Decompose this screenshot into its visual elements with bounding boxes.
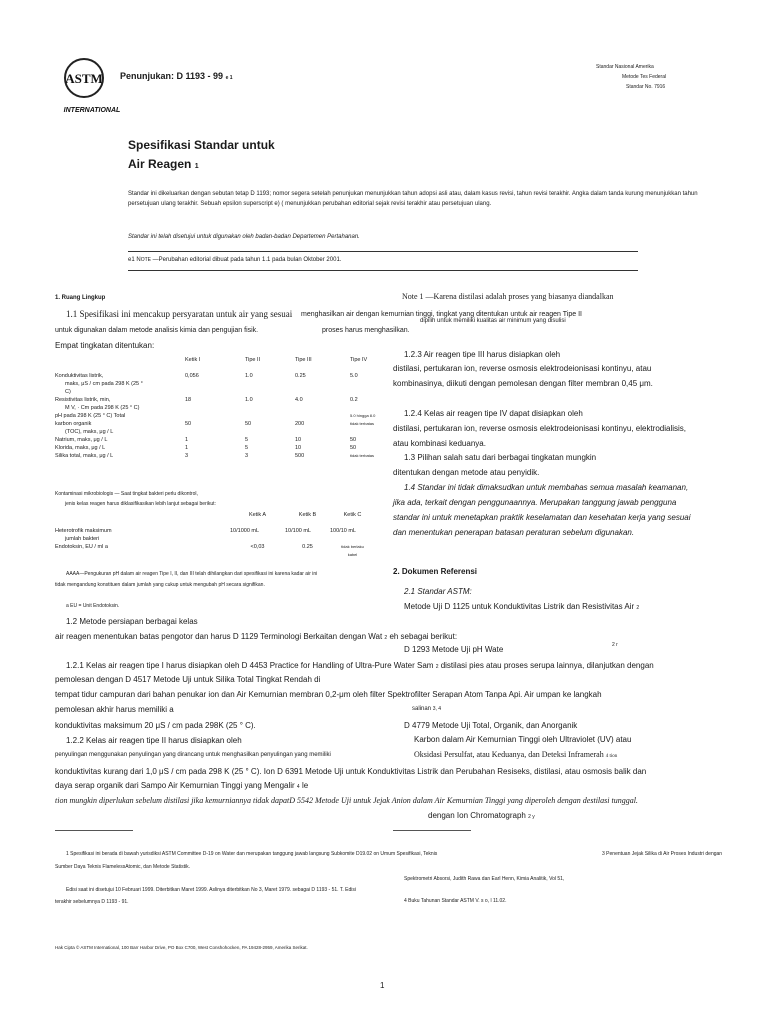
p13-b: ditentukan dengan metode atau penyidik. [393, 468, 540, 477]
micro-line: Kontaminasi mikrobiologis — Saat tingkat bakteri perlu dikontrol, [55, 491, 198, 497]
p122-d: tion mungkin diperlukan sebelum distilasi jika kemurniannya tidak dapatD 5542 Metode Uji untuk Jejak Anion dalam Air Kemurnian Tinggi yang diperoleh dengan destilasi tunggal. [55, 796, 638, 805]
p121-a: 1.2.1 Kelas air reagen tipe I harus disiapkan oleh D 4453 Practice for Handling of Ultra-Pure Water Sam 2 distilasi pies atau proses serupa lainnya, dilanjutkan dengan [66, 661, 654, 670]
ref-d4779-b: Karbon dalam Air Kemurnian Tinggi oleh Ultraviolet (UV) atau [414, 735, 632, 744]
p14-c: standar ini untuk menetapkan praktik keselamatan dan kesehatan kerja yang sesuai [393, 513, 691, 522]
p122-c: daya serap organik dari Sampo Air Kemurnian Tinggi yang Mengalir 4 le [55, 781, 309, 790]
copyright: Hak Cipta © ASTM International, 100 Barr Harbor Drive, PO Box C700, West Conshohocken, PA 19428-2959, Amerika Serikat. [55, 945, 308, 950]
p121-b: pemolesan dengan D 4517 Metode Uji untuk Silika Total Tingkat Rendah di [55, 675, 321, 684]
p14-d: dan menentukan penerapan batasan peraturan sebelum digunakan. [393, 528, 635, 537]
table-row: Endotoksin, EU / ml a <0,03 0.25 tidak berlaku [55, 544, 364, 550]
table-header-row: Ketik A Ketik B Ketik C [248, 512, 362, 518]
footnote-right-c: Spektrometri Absorsi, Judith Rawa dan Earl Henn, Kimia Analitik, Vol 51, [404, 876, 565, 882]
table-row: (TOC), maks, μg / L [65, 429, 114, 435]
p121-c: tempat tidur campuran dari bahan penukar ion dan Air Kemurnian membran 0,2-μm oleh filter Spektrofilter Serapan Atom Tanpa Api. Air umpan ke langkah [55, 690, 602, 699]
table-row: Silika total, maks, μg / L 3 3 500 tidak terbatas [55, 453, 375, 459]
s21-heading: 2.1 Standar ASTM: [404, 587, 472, 596]
table-row: Heterotrofik maksimum 10/1000 mL 10/100 mL 100/10 mL [55, 528, 356, 534]
logo-text: ASTM [65, 71, 103, 86]
footnote-right-d: 4 Buku Tahunan Standar ASTM V. s o, l 11.02. [404, 898, 507, 904]
title-line-2: Air Reagen 1 [128, 157, 199, 171]
dod-approval: Standar ini telah disetujui untuk digunakan oleh badan-badan Departemen Pertahanan. [128, 234, 360, 240]
p14-b: jika ada, terkait dengan penggunaannya. Merupakan tanggung jawab pengguna [393, 498, 677, 507]
footnote-right-b: 3 Penentuan Jejak Silika di Air Proses Industri dengan [602, 851, 723, 857]
salinan: salinan 3, 4 [412, 706, 442, 712]
p11-d: proses harus menghasilkan. [322, 327, 410, 334]
p124-b: atau kombinasi keduanya. [393, 439, 486, 448]
col-type-1: Ketik I [185, 357, 201, 363]
divider [128, 251, 638, 252]
header-right-3: Standar No. 7916 [626, 84, 666, 90]
p123-a: distilasi, pertukaran ion, reverse osmosis elektrodeionisasi kontinyu, atau [393, 364, 652, 373]
col-type-2: Tipe II [245, 357, 261, 363]
table-row: M V, · Cm pada 298 K (25 ° C) [65, 405, 140, 411]
p12-body: air reagen menentukan batas pengotor dan harus D 1129 Terminologi Berkaitan dengan Wat 2 eh sebagai berikut: [55, 632, 458, 641]
intro-paragraph: Standar ini dikeluarkan dengan sebutan tetap D 1193; nomor segera setelah penunjukan menunjukkan tahun adopsi asli atau, dalam kasus revisi, tahun revisi terakhir. Angka dalam tanda kurung menunjukkan tahun persetujuan ulang terakhir. Sebuah epsilon superscript e) ( menunjukkan perubahan editorial sejak revisi terakhir atau persetujuan ulang. [128, 191, 698, 207]
table-row: pH pada 298 K (25 ° C) Total 5.0 hingga 8.0 [55, 413, 376, 419]
spec-table [55, 357, 390, 461]
p11-c: untuk digunakan dalam metode analisis kimia dan pengujian fisik. [55, 327, 259, 334]
header-right-2: Metode Tes Federal [622, 74, 667, 80]
ref-d1293: D 1293 Metode Uji pH Wate [404, 645, 504, 654]
footnote-rule [393, 830, 471, 831]
p11-b: menghasilkan air dengan kemurnian tinggi, tingkat yang ditentukan untuk air reagen Tipe II [301, 311, 582, 318]
ph-note-a: AAAA—Pengukuran pH dalam air reagen Tipe I, II, dan III telah dihilangkan dari spesifikasi ini karena kadar air ini [66, 571, 318, 577]
footnote-rule [55, 830, 133, 831]
footnote-2-b: terakhir sebelumnya D 1193 - 91. [55, 899, 129, 905]
ref-d4779-c: Oksidasi Persulfat, atau Keduanya, dan Deteksi Inframerah 4 tion [414, 750, 618, 759]
astm-logo [62, 56, 126, 116]
table-row: maks, μS / cm pada 298 K (25 ° [65, 381, 143, 387]
p11-a: 1.1 Spesifikasi ini mencakup persyaratan untuk air yang sesuai [66, 309, 293, 319]
table-row: Natrium, maks, μg / L 1 5 10 50 [55, 437, 357, 443]
p14-a: 1.4 Standar ini tidak dimaksudkan untuk membahas semua masalah keamanan, [404, 483, 689, 492]
col-type-3: Tipe III [295, 357, 312, 363]
note-1: Note 1 —Karena distilasi adalah proses yang biasanya diandalkan [402, 292, 614, 301]
page-number: 1 [380, 981, 385, 990]
p121-e: konduktivitas maksimum 20 μS / cm pada 298K (25 ° C). [55, 721, 256, 730]
section-2-heading: 2. Dokumen Referensi [393, 567, 478, 576]
p123-head: 1.2.3 Air reagen tipe III harus disiapkan oleh [404, 350, 561, 359]
note-1-b: dipilih untuk memiliki kualitas air minimum yang disulisi [420, 318, 566, 324]
designation: Penunjukan: D 1193 - 99 e 1 [120, 71, 233, 81]
p124-head: 1.2.4 Kelas air reagen tipe IV dapat disiapkan oleh [404, 409, 583, 418]
ref-d1125: Metode Uji D 1125 untuk Konduktivitas Listrik dan Resistivitas Air 2 [404, 602, 640, 611]
table-row: C) [65, 389, 71, 395]
title-line-1: Spesifikasi Standar untuk [128, 138, 275, 152]
divider [128, 270, 638, 271]
p122-a: penyulingan menggunakan penyulingan yang dirancang untuk menghasilkan penyulingan yang memiliki [55, 752, 331, 758]
table-header-row [55, 357, 390, 365]
table-row: jumlah bakteri [65, 536, 100, 542]
logo-sub: INTERNATIONAL [63, 107, 121, 114]
four-grades: Empat tingkatan ditentukan: [55, 341, 155, 350]
p122-head: 1.2.2 Kelas air reagen tipe II harus disiapkan oleh [66, 736, 242, 745]
ph-note-b: tidak mengandung konstituen dalam jumlah yang cukup untuk mengubah pH secara signifikan. [55, 582, 265, 588]
footnote-1: 1 Spesifikasi ini berada di bawah yurisdiksi ASTM Committee D-19 on Water dan merupakan tanggung jawab langsung Subkomite D19.02 on Umum Spesifikasi, Teknis [66, 851, 438, 857]
table-row: Konduktivitas listrik, 0,056 1.0 0.25 5.0 [55, 373, 358, 379]
p12-head: 1.2 Metode persiapan berbagai kelas [66, 617, 198, 626]
eu-note: a EU = Unit Endotoksin. [66, 603, 120, 609]
header-right-1: Standar Nasional Amerika [596, 64, 654, 70]
table-row: Klorida, maks, μg / L 1 5 10 50 [55, 445, 357, 451]
col-type-4: Tipe IV [350, 357, 368, 363]
section-1-heading: 1. Ruang Lingkup [55, 295, 106, 301]
table-row: kabel [347, 552, 358, 557]
micro-line-2: jenis kelas reagen harus diklasifikasikan lebih lanjut sebagai berikut: [65, 501, 216, 507]
ref-d4779: D 4779 Metode Uji Total, Organik, dan Anorganik [404, 721, 578, 730]
p123-b: kombinasinya, diikuti dengan pemolesan dengan filter membran 0,45 μm. [393, 379, 653, 388]
table-row: karbon organik 50 50 200 tidak terbatas [55, 421, 375, 427]
footnote-1-b: Sumber Daya Teknis FlamelessAtomic, dan Metode Statistik. [55, 864, 190, 870]
ref-d1293-sup: 2 r [612, 642, 618, 648]
footnote-2: Edisi saat ini disetujui 10 Februari 1999. Diterbitkan Maret 1999. Aslinya diterbitkan No 3, Maret 1979. sebagai D 1193 - 51. T. Edisi [66, 887, 356, 893]
editorial-note: e1 NOTE —Perubahan editorial dibuat pada tahun 1.1 pada bulan Oktober 2001. [128, 257, 342, 263]
p124-a: distilasi, pertukaran ion, reverse osmosis elektrodeionisasi kontinyu, elektrodialisis, [393, 424, 687, 433]
table-row: Resistivitas listrik, min, 18 1.0 4.0 0.2 [55, 397, 358, 403]
p122-b: konduktivitas kurang dari 1,0 μS / cm pada 298 K (25 ° C). Ion D 6391 Metode Uji untuk Konduktivitas Listrik dan Perubahan Resiseks, distilasi, atau osmosis balik dan [55, 767, 647, 776]
p121-d: pemolesan akhir harus memiliki a [55, 705, 174, 714]
p122-e: dengan Ion Chromatograph 2 y [428, 811, 535, 820]
micro-table [55, 512, 375, 560]
p13-a: 1.3 Pilihan salah satu dari berbagai tingkatan mungkin [404, 453, 597, 462]
